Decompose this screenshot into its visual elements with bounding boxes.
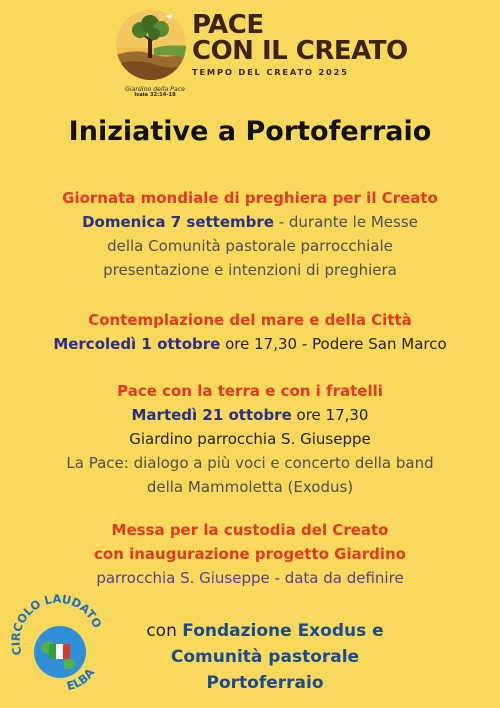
- event-2-date-suffix: ore 17,30 - Podere San Marco: [220, 335, 447, 353]
- event-3-line-4: della Mammoletta (Exodus): [146, 478, 354, 496]
- event-3: [0, 379, 500, 499]
- event-1-line-3: presentazione e intenzioni di preghiera: [103, 261, 397, 279]
- footer-org-3: Portoferraio: [206, 673, 324, 693]
- globe-flag-icon: [8, 594, 112, 700]
- brand-title: [192, 12, 408, 77]
- brand-line-2: CON IL CREATO: [192, 36, 408, 66]
- event-3-line-2: Giardino parrocchia S. Giuseppe: [129, 430, 371, 448]
- emblem-text-bottom: ELBA: [65, 665, 98, 694]
- event-3-heading: Pace con la terra e con i fratelli: [117, 382, 383, 400]
- pace-logo-emblem: [114, 8, 188, 82]
- event-3-date-line: [0, 403, 500, 427]
- emblem-text-top: CIRCOLO LAUDATO: [8, 594, 105, 657]
- event-4-line-2: parrocchia S. Giuseppe - data da definire: [96, 569, 404, 587]
- event-4-heading: Messa per la custodia del Creato: [111, 521, 389, 539]
- logo-caption: [112, 86, 198, 99]
- tree-globe-icon: [114, 8, 188, 82]
- event-3-date: Martedì 21 ottobre: [131, 406, 292, 424]
- event-1-date-line: [0, 210, 500, 234]
- brand-line-1: PACE: [192, 10, 264, 40]
- event-4-heading-2: con inaugurazione progetto Giardino: [94, 545, 406, 563]
- footer-credits: [120, 618, 410, 696]
- event-2: [0, 308, 500, 356]
- logo-caption-text: Giardino della Pace: [125, 86, 185, 93]
- footer-org-2: Comunità pastorale: [170, 647, 360, 667]
- header: [0, 0, 500, 110]
- circolo-laudato-si-emblem: [8, 594, 112, 700]
- event-4: [0, 518, 500, 590]
- event-2-date-line: [0, 332, 500, 356]
- footer-org-1: Fondazione Exodus e: [182, 621, 384, 641]
- brand-line-3: TEMPO DEL CREATO 2025: [192, 67, 349, 77]
- event-1-date: Domenica 7 settembre: [82, 213, 274, 231]
- event-1-date-suffix: - durante le Messe: [273, 213, 418, 231]
- event-2-date: Mercoledì 1 ottobre: [53, 335, 221, 353]
- event-1-line-2: della Comunità pastorale parrocchiale: [107, 237, 393, 255]
- logo-reference: Isaia 32:14-18: [134, 92, 176, 99]
- event-1-heading: Giornata mondiale di preghiera per il Creato: [62, 189, 438, 207]
- footer-prefix: con: [146, 621, 183, 641]
- page-title: Iniziative a Portoferraio: [68, 116, 432, 147]
- event-3-date-suffix: ore 17,30: [291, 406, 369, 424]
- event-2-heading: Contemplazione del mare e della Città: [88, 311, 412, 329]
- event-1: [0, 186, 500, 282]
- footer-line-1: [120, 618, 410, 644]
- event-3-line-3: La Pace: dialogo a più voci e concerto della band: [66, 454, 434, 472]
